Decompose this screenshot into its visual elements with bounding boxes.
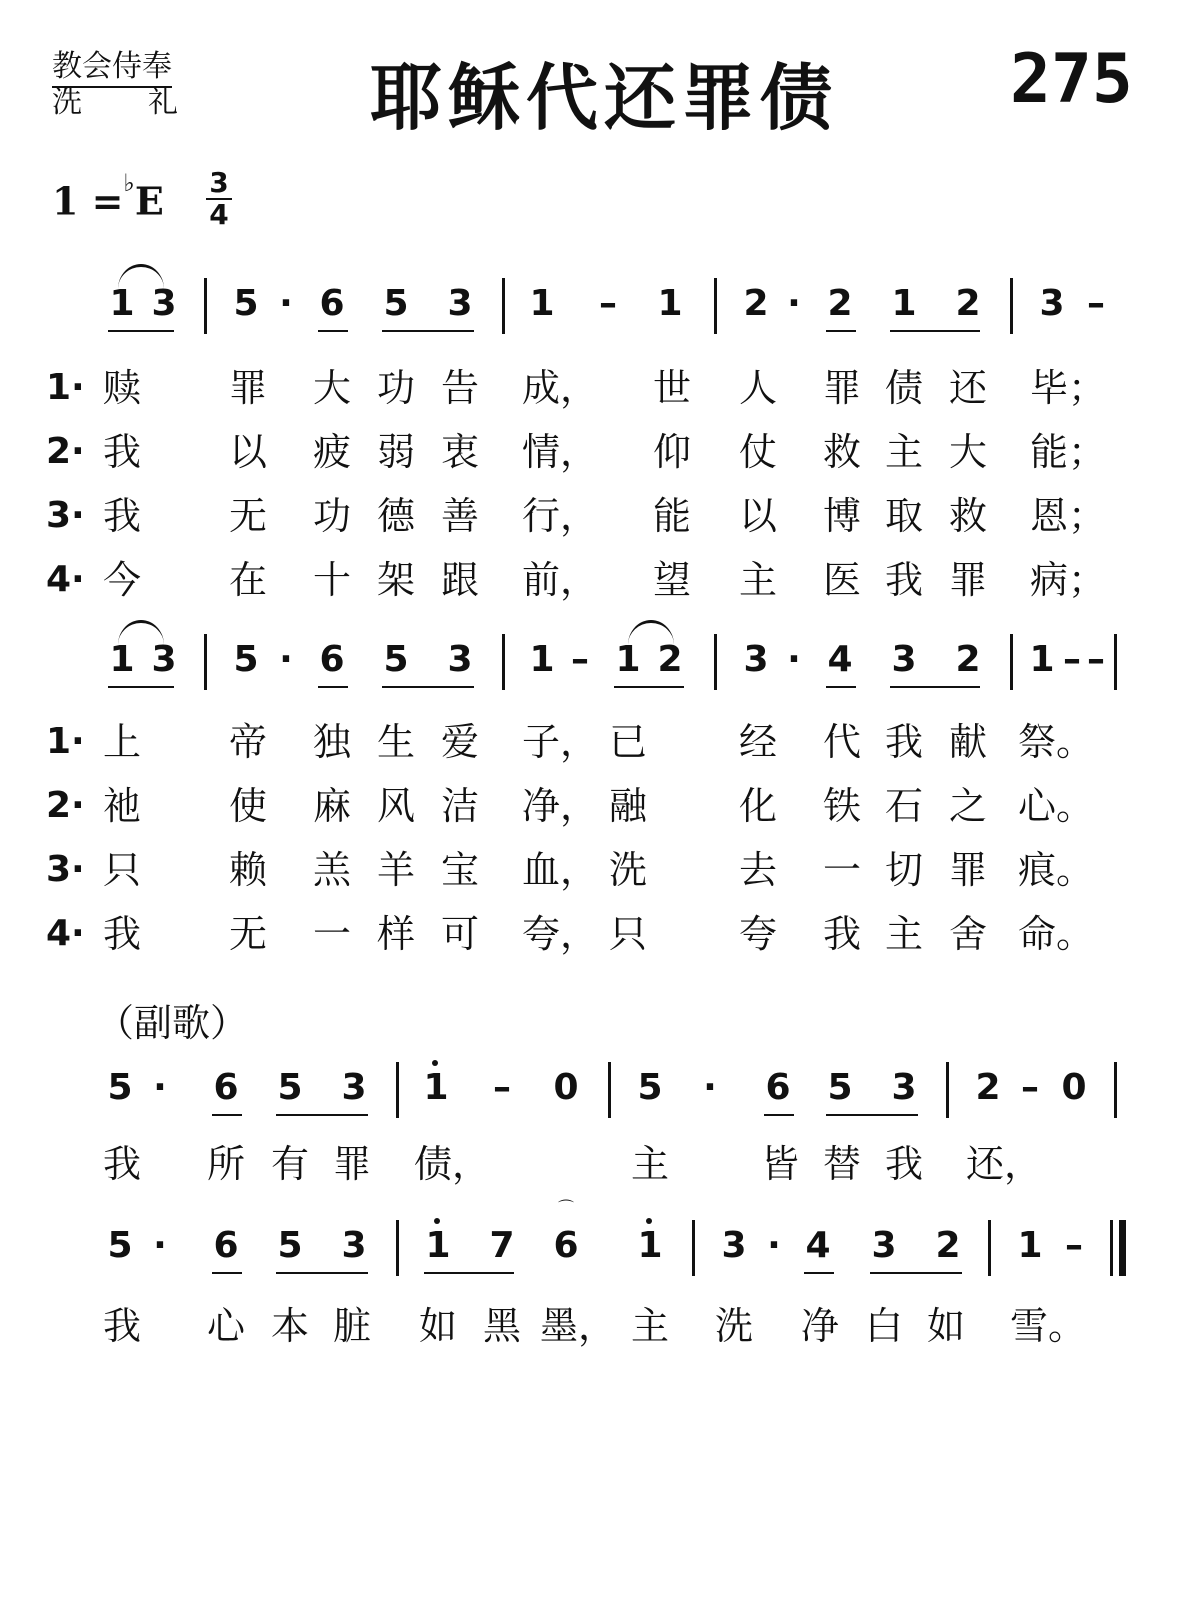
note: 2 (657, 639, 683, 680)
lyric: 命。 (1018, 912, 1095, 956)
note: 1 (423, 1067, 449, 1108)
verse-line (0, 846, 1200, 896)
lyric: 跟 (440, 558, 479, 602)
lyric: 人 (738, 366, 777, 410)
note: · (787, 283, 801, 324)
lyric: 生 (376, 720, 415, 764)
note: · (767, 1225, 781, 1266)
verse-line (0, 782, 1200, 832)
lyric: 弱 (376, 430, 415, 474)
verse-line (0, 556, 1200, 606)
lyric: 毕； (1030, 366, 1107, 410)
verse-line (0, 428, 1200, 478)
lyric: 债 (884, 366, 923, 410)
lyric: 赎 (102, 366, 141, 410)
note: – (1087, 639, 1105, 680)
refrain-lyric-line-2 (0, 1302, 1200, 1352)
lyric: 病； (1030, 558, 1107, 602)
key-signature (52, 168, 164, 224)
note: · (703, 1067, 717, 1108)
lyric: 风 (376, 784, 415, 828)
lyric: 所 (206, 1142, 245, 1186)
note: 1 (529, 639, 555, 680)
note: 3 (871, 1225, 897, 1266)
note: 2 (827, 283, 853, 324)
notation-row-3 (0, 1062, 1200, 1122)
lyric: 心 (206, 1304, 245, 1348)
lyric: 爱 (440, 720, 479, 764)
note: 5 (233, 283, 259, 324)
lyric: 行， (522, 494, 599, 538)
note: 1 (529, 283, 555, 324)
lyric: 血， (522, 848, 599, 892)
lyric: 博 (822, 494, 861, 538)
time-bottom: 4 (209, 198, 229, 231)
lyric: 子， (522, 720, 599, 764)
note: 2 (743, 283, 769, 324)
note: 3 (447, 283, 473, 324)
lyric: 无 (228, 494, 267, 538)
note: 4 (805, 1225, 831, 1266)
lyric: 羔 (312, 848, 351, 892)
note: 3 (743, 639, 769, 680)
lyric: 净， (522, 784, 599, 828)
verse-line (0, 492, 1200, 542)
note: 5 (383, 639, 409, 680)
note: 5 (233, 639, 259, 680)
lyric: 帝 (228, 720, 267, 764)
verse-line (0, 364, 1200, 414)
notation-row-1 (0, 278, 1200, 338)
note: 1 (109, 283, 135, 324)
note: 5 (277, 1225, 303, 1266)
time-signature (206, 166, 232, 231)
lyric: 我 (102, 1304, 141, 1348)
verse-number: 4· (46, 559, 85, 600)
verse-number: 2· (46, 431, 85, 472)
lyric: 世 (652, 366, 691, 410)
lyric: 罪 (948, 848, 987, 892)
lyric: 舍 (948, 912, 987, 956)
lyric: 如 (418, 1304, 457, 1348)
lyric: 成， (522, 366, 599, 410)
lyric: 情， (522, 430, 599, 474)
lyric: 祂 (102, 784, 141, 828)
verse-number: 1· (46, 367, 85, 408)
verse-number: 1· (46, 721, 85, 762)
lyric: 替 (822, 1142, 861, 1186)
note: 1 (1029, 639, 1055, 680)
lyric: 救 (948, 494, 987, 538)
lyric: 十 (312, 558, 351, 602)
lyric: 黑 (482, 1304, 521, 1348)
note: 3 (151, 639, 177, 680)
lyric: 大 (312, 366, 351, 410)
lyric: 望 (652, 558, 691, 602)
note: 5 (277, 1067, 303, 1108)
lyric: 能 (652, 494, 691, 538)
note: 1 (891, 283, 917, 324)
lyric: 只 (608, 912, 647, 956)
lyric: 白 (864, 1304, 903, 1348)
lyric: 以 (228, 430, 267, 474)
note: 1 (425, 1225, 451, 1266)
note: 1 (109, 639, 135, 680)
lyric: 献 (948, 720, 987, 764)
note: 5 (827, 1067, 853, 1108)
note: 3 (341, 1067, 367, 1108)
subcategory-char: 洗 (52, 85, 82, 120)
lyric: 有 (270, 1142, 309, 1186)
lyric: 痕。 (1018, 848, 1095, 892)
note: 1 (615, 639, 641, 680)
lyric: 净 (800, 1304, 839, 1348)
notation-row-2 (0, 634, 1200, 694)
category-label: 教会侍奉 (52, 50, 172, 88)
note: – (571, 639, 589, 680)
notation-row-4 (0, 1198, 1200, 1280)
lyric: 独 (312, 720, 351, 764)
lyric: 我 (102, 1142, 141, 1186)
lyric: 疲 (312, 430, 351, 474)
note: 7 (489, 1225, 515, 1266)
lyric: 祭。 (1018, 720, 1095, 764)
lyric: 我 (822, 912, 861, 956)
note: 3 (1039, 283, 1065, 324)
lyric: 我 (102, 494, 141, 538)
lyric: 羊 (376, 848, 415, 892)
lyric: 心。 (1018, 784, 1095, 828)
lyric: 使 (228, 784, 267, 828)
lyric: 衷 (440, 430, 479, 474)
time-top: 3 (209, 166, 229, 199)
lyric: 如 (926, 1304, 965, 1348)
note: 1 (657, 283, 683, 324)
lyric: 架 (376, 558, 415, 602)
lyric: 代 (822, 720, 861, 764)
note: 6 (213, 1225, 239, 1266)
lyric: 脏 (332, 1304, 371, 1348)
note: · (279, 283, 293, 324)
note: 5 (383, 283, 409, 324)
lyric: 善 (440, 494, 479, 538)
verse-number: 4· (46, 913, 85, 954)
lyric: 上 (102, 720, 141, 764)
lyric: 之 (948, 784, 987, 828)
note: – (493, 1067, 511, 1108)
lyric: 去 (738, 848, 777, 892)
note: 3 (341, 1225, 367, 1266)
lyric: 恩； (1030, 494, 1107, 538)
note: – (1063, 639, 1081, 680)
note: 2 (955, 283, 981, 324)
lyric: 铁 (822, 784, 861, 828)
fermata-icon: ⌒ (557, 1198, 574, 1217)
note: 5 (637, 1067, 663, 1108)
subcategory-label (52, 86, 178, 120)
note: 1 (1017, 1225, 1043, 1266)
lyric: 麻 (312, 784, 351, 828)
lyric: 夸， (522, 912, 599, 956)
note: 6 (213, 1067, 239, 1108)
lyric: 洗 (714, 1304, 753, 1348)
note: – (1021, 1067, 1039, 1108)
lyric: 我 (884, 720, 923, 764)
lyric: 已 (608, 720, 647, 764)
lyric: 夸 (738, 912, 777, 956)
lyric: 可 (440, 912, 479, 956)
lyric: 罪 (822, 366, 861, 410)
lyric: 化 (738, 784, 777, 828)
lyric: 告 (440, 366, 479, 410)
note: 6 (319, 639, 345, 680)
lyric: 宝 (440, 848, 479, 892)
key-note: E (134, 178, 164, 224)
note: 5 (107, 1067, 133, 1108)
lyric: 功 (312, 494, 351, 538)
refrain-label: （副歌） (96, 1001, 249, 1045)
note: 5 (107, 1225, 133, 1266)
lyric: 罪 (332, 1142, 371, 1186)
lyric: 融 (608, 784, 647, 828)
note: 3 (151, 283, 177, 324)
lyric: 赖 (228, 848, 267, 892)
refrain-lyric-line-1 (0, 1140, 1200, 1190)
hymn-title: 耶稣代还罪债 (370, 56, 839, 140)
lyric: 主 (884, 430, 923, 474)
lyric: 经 (738, 720, 777, 764)
lyric: 样 (376, 912, 415, 956)
note: – (599, 283, 617, 324)
lyric: 皆 (760, 1142, 799, 1186)
lyric: 前， (522, 558, 599, 602)
lyric: 本 (270, 1304, 309, 1348)
lyric: 我 (884, 558, 923, 602)
lyric: 大 (948, 430, 987, 474)
lyric: 功 (376, 366, 415, 410)
note: · (787, 639, 801, 680)
lyric: 主 (630, 1142, 669, 1186)
lyric: 仗 (738, 430, 777, 474)
lyric: 雪。 (1010, 1304, 1087, 1348)
note: 6 (553, 1225, 579, 1266)
lyric: 今 (102, 558, 141, 602)
note: 2 (935, 1225, 961, 1266)
verse-number: 3· (46, 849, 85, 890)
note: 2 (955, 639, 981, 680)
hymn-number: 275 (1010, 40, 1133, 119)
subcategory-char: 礼 (148, 85, 178, 120)
lyric: 还 (948, 366, 987, 410)
lyric: 无 (228, 912, 267, 956)
lyric: 德 (376, 494, 415, 538)
lyric: 洁 (440, 784, 479, 828)
verse-number: 3· (46, 495, 85, 536)
note: 0 (553, 1067, 579, 1108)
lyric: 罪 (948, 558, 987, 602)
lyric: 主 (738, 558, 777, 602)
note: · (153, 1067, 167, 1108)
note: · (153, 1225, 167, 1266)
lyric: 主 (884, 912, 923, 956)
lyric: 在 (228, 558, 267, 602)
lyric: 救 (822, 430, 861, 474)
note: 3 (891, 639, 917, 680)
verse-line (0, 910, 1200, 960)
verse-line (0, 718, 1200, 768)
lyric: 还， (966, 1142, 1043, 1186)
lyric: 我 (102, 430, 141, 474)
lyric: 一 (312, 912, 351, 956)
note: 3 (447, 639, 473, 680)
lyric: 墨， (540, 1304, 617, 1348)
lyric: 主 (630, 1304, 669, 1348)
note: – (1087, 283, 1105, 324)
lyric: 洗 (608, 848, 647, 892)
note: 3 (891, 1067, 917, 1108)
note: – (1065, 1225, 1083, 1266)
lyric: 我 (884, 1142, 923, 1186)
lyric: 一 (822, 848, 861, 892)
lyric: 我 (102, 912, 141, 956)
lyric: 切 (884, 848, 923, 892)
lyric: 医 (822, 558, 861, 602)
note: 6 (319, 283, 345, 324)
note: 1 (637, 1225, 663, 1266)
note: 4 (827, 639, 853, 680)
lyric: 石 (884, 784, 923, 828)
lyric: 以 (738, 494, 777, 538)
lyric: 能； (1030, 430, 1107, 474)
lyric: 取 (884, 494, 923, 538)
note: · (279, 639, 293, 680)
note: 0 (1061, 1067, 1087, 1108)
note: 3 (721, 1225, 747, 1266)
lyric: 债， (414, 1142, 491, 1186)
note: 6 (765, 1067, 791, 1108)
lyric: 罪 (228, 366, 267, 410)
flat-icon: ♭ (123, 168, 135, 197)
key-prefix: 1 = (52, 178, 124, 224)
note: 2 (975, 1067, 1001, 1108)
verse-number: 2· (46, 785, 85, 826)
lyric: 仰 (652, 430, 691, 474)
lyric: 只 (102, 848, 141, 892)
